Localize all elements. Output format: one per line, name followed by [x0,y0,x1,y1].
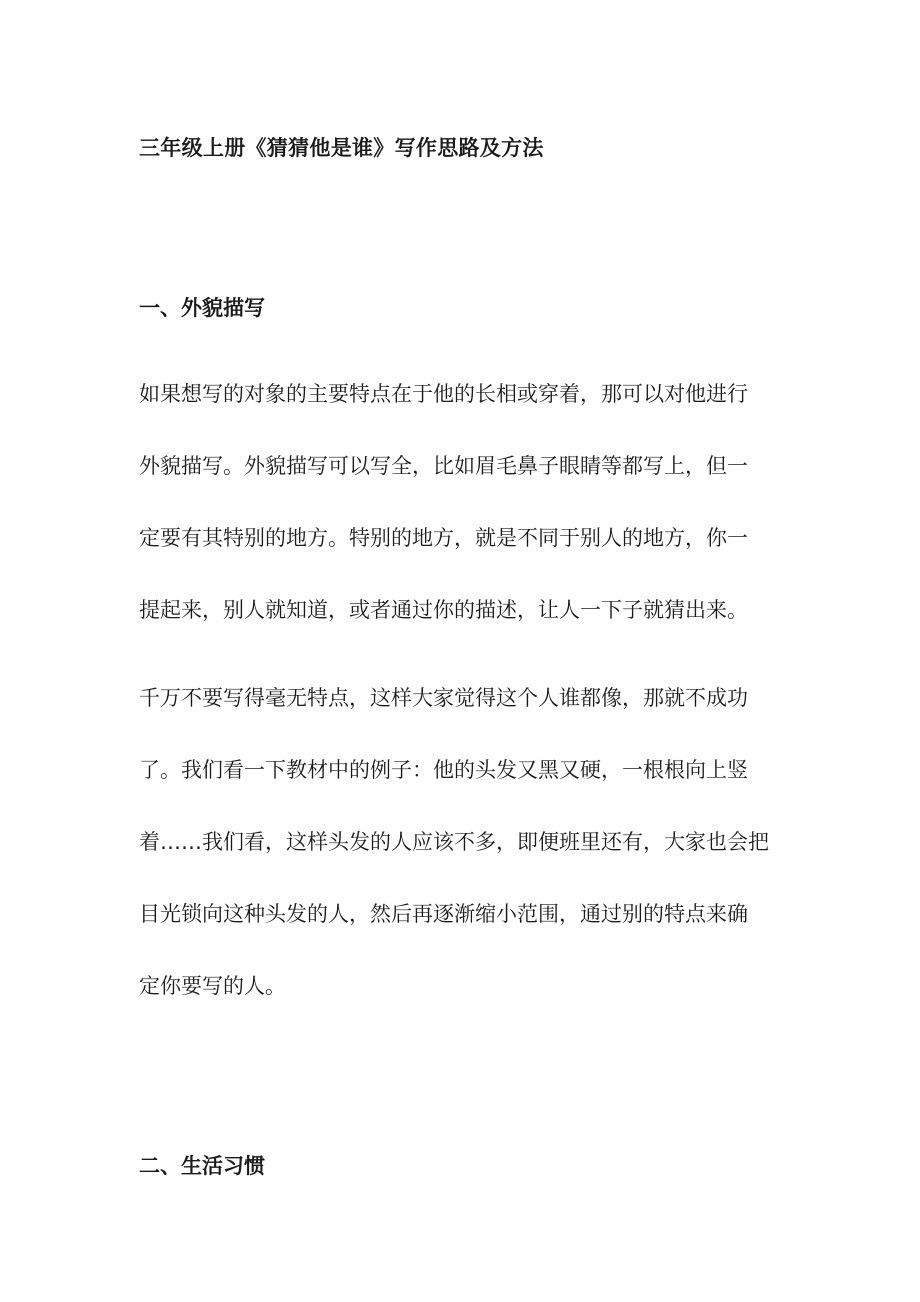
document-title: 三年级上册《猜猜他是谁》写作思路及方法 [139,136,544,160]
text-line: 定你要写的人。 [139,974,286,998]
section-heading-appearance: 一、外貌描写 [139,296,265,320]
text-line: 提起来，别人就知道，或者通过你的描述，让人一下子就猜出来。 [139,598,748,622]
paragraph-appearance-2 [139,662,799,1022]
text-line: 了。我们看一下教材中的例子：他的头发又黑又硬，一根根向上竖 [139,758,748,782]
section-heading-habits: 二、生活习惯 [139,1154,265,1178]
text-line: 外貌描写。外貌描写可以写全，比如眉毛鼻子眼睛等都写上，但一 [139,454,748,478]
text-line: 目光锁向这种头发的人，然后再逐渐缩小范围，通过别的特点来确 [139,902,748,926]
paragraph-appearance-1 [139,358,799,646]
text-line: 千万不要写得毫无特点，这样大家觉得这个人谁都像，那就不成功 [139,686,748,710]
text-line: 如果想写的对象的主要特点在于他的长相或穿着，那可以对他进行 [139,382,748,406]
text-line: 定要有其特别的地方。特别的地方，就是不同于别人的地方，你一 [139,526,748,550]
text-line: 着……我们看，这样头发的人应该不多，即便班里还有，大家也会把 [139,830,769,854]
